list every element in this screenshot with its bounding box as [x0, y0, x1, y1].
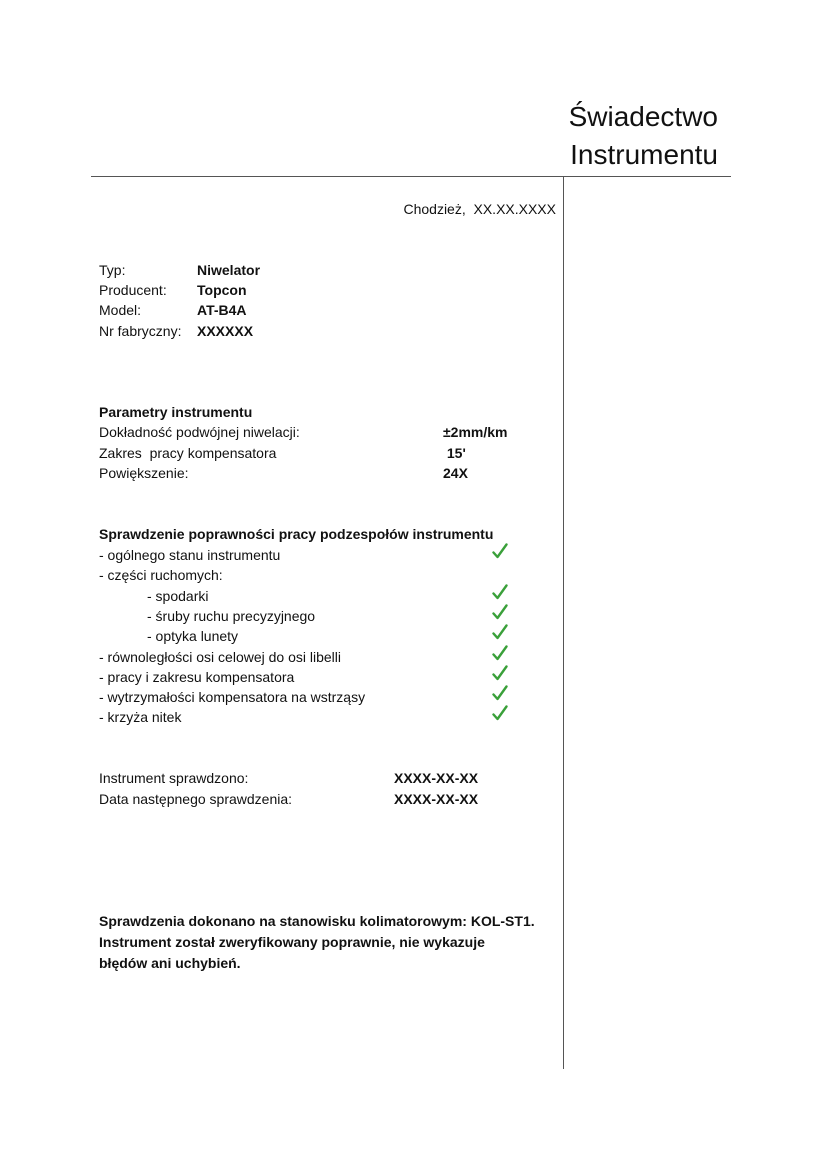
info-value: Niwelator — [197, 262, 261, 278]
checkmark-icon — [492, 604, 508, 620]
check-item-label: - równoległości osi celowej do osi libelli — [99, 649, 341, 665]
checkmark-icon — [492, 665, 508, 681]
info-row-producer — [99, 280, 247, 300]
check-item-label: - spodarki — [147, 588, 209, 604]
parameter-label: Powiększenie: — [99, 465, 189, 481]
check-item-label: - śruby ruchu precyzyjnego — [147, 608, 316, 624]
check-item — [99, 707, 519, 727]
checkmark-icon — [492, 645, 508, 661]
horizontal-divider — [91, 176, 731, 177]
date-row-next — [99, 789, 479, 809]
info-row-type — [99, 260, 261, 280]
check-item — [99, 606, 519, 626]
info-value: Topcon — [197, 282, 247, 298]
check-item — [99, 586, 519, 606]
check-item-label: - krzyża nitek — [99, 709, 182, 725]
check-item — [99, 667, 519, 687]
check-item-label: - ogólnego stanu instrumentu — [99, 547, 281, 563]
checkmark-icon — [492, 584, 508, 600]
check-item-label: - pracy i zakresu kompensatora — [99, 669, 295, 685]
statement-line: błędów ani uchybień. — [99, 955, 241, 971]
check-item — [99, 647, 519, 667]
title-line-2: Instrumentu — [570, 139, 718, 170]
checkmark-icon — [492, 543, 508, 559]
check-item — [99, 565, 519, 585]
check-item — [99, 626, 519, 646]
parameter-row — [99, 443, 466, 463]
info-value: AT-B4A — [197, 302, 247, 318]
check-item-label: - wytrzymałości kompensatora na wstrząsy — [99, 689, 366, 705]
title-line-1: Świadectwo — [568, 101, 718, 132]
info-row-model — [99, 300, 247, 320]
parameter-label: Zakres pracy kompensatora — [99, 445, 277, 461]
statement-line: Sprawdzenia dokonano na stanowisku kolimatorowym: KOL-ST1. — [99, 913, 535, 929]
date-row-checked — [99, 768, 479, 788]
checkmark-icon — [492, 705, 508, 721]
check-item-label: - optyka lunety — [147, 628, 239, 644]
info-row-serial — [99, 321, 254, 341]
parameter-row — [99, 463, 468, 483]
statement-line: Instrument został zweryfikowany poprawnie, nie wykazuje — [99, 934, 485, 950]
check-item — [99, 545, 519, 565]
parameter-value: 15' — [443, 445, 466, 461]
checkmark-icon — [492, 685, 508, 701]
page-title — [569, 98, 718, 174]
info-label: Nr fabryczny: — [99, 323, 182, 339]
check-item — [99, 687, 519, 707]
parameter-value: ±2mm/km — [443, 424, 508, 440]
info-label: Model: — [99, 302, 142, 318]
check-item-label: - części ruchomych: — [99, 567, 223, 583]
info-label: Typ: — [99, 262, 126, 278]
parameter-row — [99, 422, 508, 442]
verification-statement — [99, 911, 559, 974]
date-label: Instrument sprawdzono: — [99, 770, 249, 786]
parameter-label: Dokładność podwójnej niwelacji: — [99, 424, 300, 440]
info-label: Producent: — [99, 282, 167, 298]
parameter-value: 24X — [443, 465, 468, 481]
place-date: Chodzież, XX.XX.XXXX — [403, 201, 556, 217]
date-value: XXXX-XX-XX — [394, 791, 479, 807]
info-value: XXXXXX — [197, 323, 254, 339]
date-value: XXXX-XX-XX — [394, 770, 479, 786]
vertical-divider — [563, 176, 564, 1069]
date-label: Data następnego sprawdzenia: — [99, 791, 293, 807]
checks-heading: Sprawdzenie poprawności pracy podzespołów instrumentu — [99, 526, 494, 542]
parameters-heading: Parametry instrumentu — [99, 404, 253, 420]
checkmark-icon — [492, 624, 508, 640]
